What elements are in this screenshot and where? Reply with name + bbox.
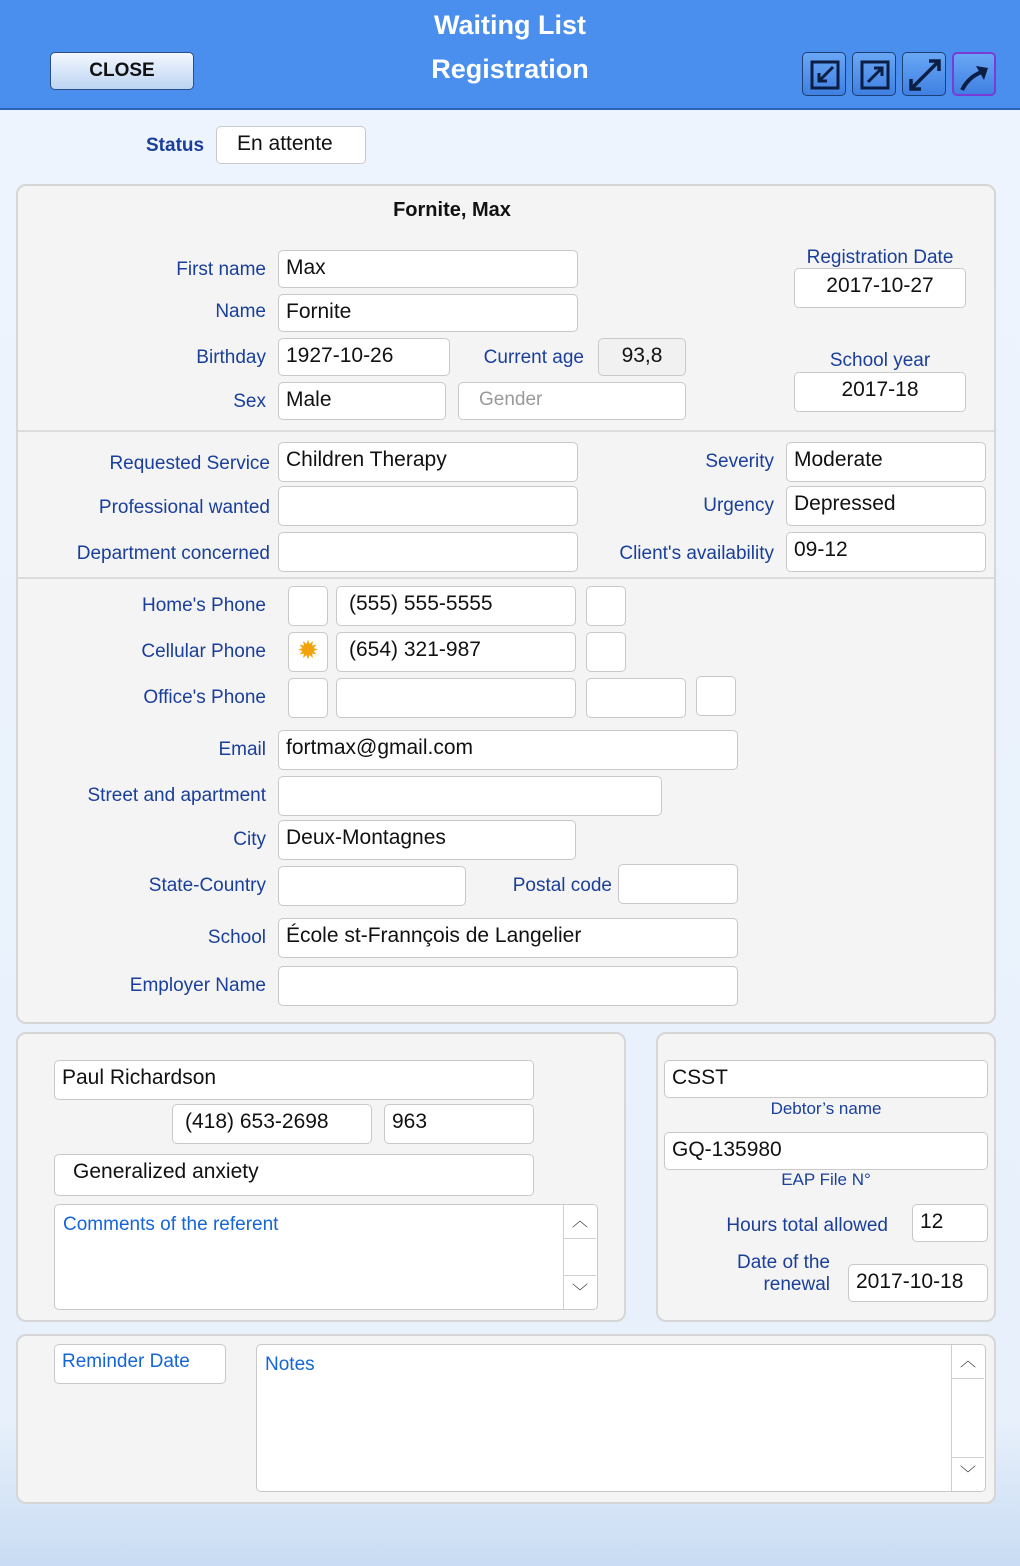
- renewal-label-line2: renewal: [763, 1274, 830, 1295]
- cell-phone-field[interactable]: (654) 321-987: [336, 632, 576, 672]
- street-field[interactable]: [278, 776, 662, 816]
- cell-phone-ext[interactable]: [586, 632, 626, 672]
- postal-field[interactable]: [618, 864, 738, 904]
- school-year-label: School year: [829, 350, 931, 371]
- city-label: City: [233, 829, 266, 850]
- school-field[interactable]: École st-Frannçois de Langelier: [278, 918, 738, 958]
- department-label: Department concerned: [76, 543, 270, 564]
- referent-comments-placeholder: Comments of the referent: [63, 1214, 279, 1235]
- referent-name-field[interactable]: Paul Richardson: [54, 1060, 534, 1100]
- state-label: State-Country: [148, 875, 266, 896]
- shrink-window-icon[interactable]: [802, 52, 846, 96]
- referent-phone-field[interactable]: (418) 653-2698: [172, 1104, 372, 1144]
- chevron-down-icon[interactable]: ﹀: [952, 1457, 984, 1491]
- eap-file-field[interactable]: GQ-135980: [664, 1132, 988, 1170]
- office-phone-flag[interactable]: [288, 678, 328, 718]
- requested-service-field[interactable]: Children Therapy: [278, 442, 578, 482]
- name-label: Name: [215, 301, 266, 322]
- urgency-label: Urgency: [703, 495, 774, 516]
- chevron-up-icon[interactable]: ︿: [564, 1205, 596, 1239]
- postal-label: Postal code: [512, 875, 612, 896]
- department-field[interactable]: [278, 532, 578, 572]
- home-phone-label: Home's Phone: [141, 595, 266, 616]
- home-phone-field[interactable]: (555) 555-5555: [336, 586, 576, 626]
- name-field[interactable]: Fornite: [278, 294, 578, 332]
- registration-date-field[interactable]: 2017-10-27: [794, 268, 966, 308]
- section-divider: [18, 577, 994, 579]
- status-field[interactable]: En attente: [216, 126, 366, 164]
- eap-file-label: EAP File N°: [781, 1170, 871, 1189]
- office-phone-extra[interactable]: [696, 676, 736, 716]
- preferred-phone-star-icon[interactable]: ✹: [288, 632, 328, 672]
- street-label: Street and apartment: [87, 785, 266, 806]
- office-phone-field[interactable]: [336, 678, 576, 718]
- hours-total-label: Hours total allowed: [726, 1215, 888, 1236]
- go-forward-icon[interactable]: [952, 52, 996, 96]
- birthday-field[interactable]: 1927-10-26: [278, 338, 450, 376]
- close-button[interactable]: CLOSE: [50, 52, 194, 90]
- state-field[interactable]: [278, 866, 466, 906]
- reminder-date-field[interactable]: Reminder Date: [54, 1344, 226, 1384]
- severity-label: Severity: [705, 451, 774, 472]
- professional-wanted-field[interactable]: [278, 486, 578, 526]
- employer-field[interactable]: [278, 966, 738, 1006]
- first-name-label: First name: [176, 259, 266, 280]
- debtor-name-field[interactable]: CSST: [664, 1060, 988, 1098]
- window-title-line1: Waiting List: [434, 10, 586, 40]
- requested-service-label: Requested Service: [109, 453, 270, 474]
- fullscreen-icon[interactable]: [902, 52, 946, 96]
- registration-date-label: Registration Date: [806, 247, 954, 268]
- referral-reason-field[interactable]: Generalized anxiety: [54, 1154, 534, 1196]
- renewal-label-line1: Date of the: [737, 1252, 830, 1273]
- email-label: Email: [218, 739, 266, 760]
- chevron-down-icon[interactable]: ﹀: [564, 1275, 596, 1309]
- birthday-label: Birthday: [196, 347, 266, 368]
- cell-phone-label: Cellular Phone: [141, 641, 266, 662]
- sex-label: Sex: [233, 391, 266, 412]
- referent-comments-area[interactable]: [54, 1204, 598, 1310]
- chevron-up-icon[interactable]: ︿: [952, 1345, 984, 1379]
- sex-field[interactable]: Male: [278, 382, 446, 420]
- urgency-field[interactable]: Depressed: [786, 486, 986, 526]
- office-phone-label: Office's Phone: [143, 687, 266, 708]
- availability-field[interactable]: 09-12: [786, 532, 986, 572]
- school-year-field[interactable]: 2017-18: [794, 372, 966, 412]
- section-divider: [18, 430, 994, 432]
- status-label: Status: [146, 135, 205, 156]
- email-field[interactable]: fortmax@gmail.com: [278, 730, 738, 770]
- severity-field[interactable]: Moderate: [786, 442, 986, 482]
- current-age-field: 93,8: [598, 338, 686, 376]
- school-label: School: [207, 927, 266, 948]
- client-full-name: Fornite, Max: [393, 199, 511, 221]
- notes-area[interactable]: [256, 1344, 986, 1492]
- hours-total-field[interactable]: 12: [912, 1204, 988, 1242]
- home-phone-flag[interactable]: [288, 586, 328, 626]
- comments-scrollbar[interactable]: [563, 1205, 597, 1309]
- home-phone-ext[interactable]: [586, 586, 626, 626]
- office-phone-ext[interactable]: [586, 678, 686, 718]
- notes-scrollbar[interactable]: [951, 1345, 985, 1491]
- city-field[interactable]: Deux-Montagnes: [278, 820, 576, 860]
- professional-wanted-label: Professional wanted: [98, 497, 270, 518]
- first-name-field[interactable]: Max: [278, 250, 578, 288]
- renewal-date-field[interactable]: 2017-10-18: [848, 1264, 988, 1302]
- current-age-label: Current age: [483, 347, 584, 368]
- window-title-line2: Registration: [431, 54, 589, 84]
- gender-field[interactable]: Gender: [458, 382, 686, 420]
- referent-ext-field[interactable]: 963: [384, 1104, 534, 1144]
- employer-label: Employer Name: [129, 975, 266, 996]
- notes-placeholder: Notes: [265, 1354, 315, 1375]
- availability-label: Client's availability: [619, 543, 774, 564]
- debtor-name-label: Debtor’s name: [770, 1099, 882, 1118]
- expand-window-icon[interactable]: [852, 52, 896, 96]
